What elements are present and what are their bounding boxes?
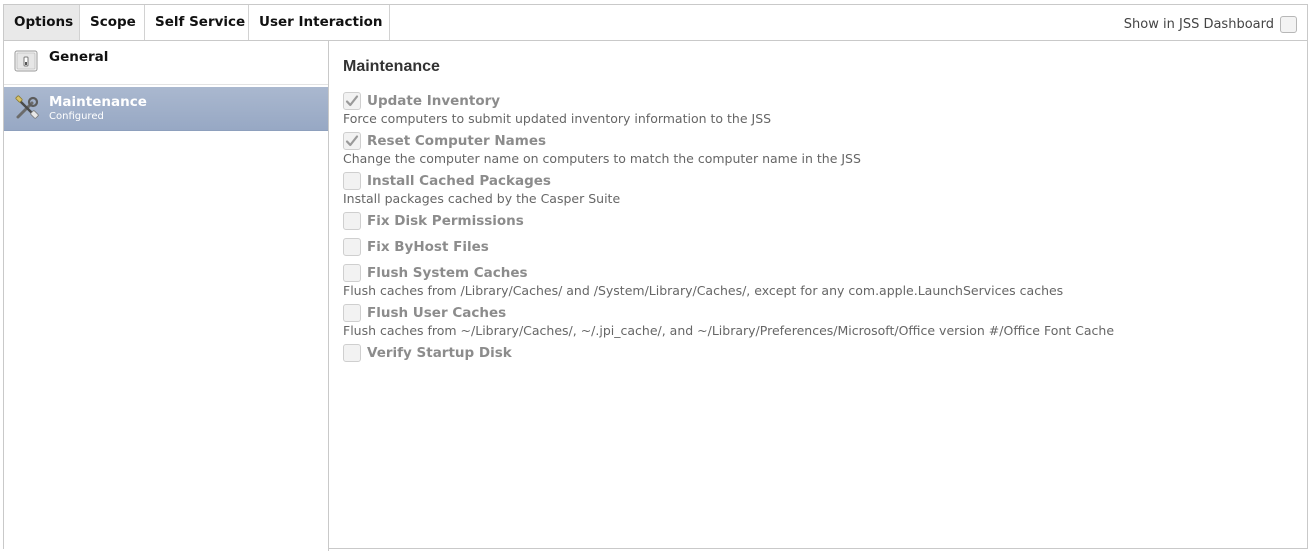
option-description: Flush caches from /Library/Caches/ and /System/Library/Caches/, except for any com.apple.LaunchServices caches — [343, 283, 1064, 298]
option-row — [343, 131, 1293, 150]
option-row — [343, 263, 1293, 282]
page-title: Maintenance — [343, 58, 440, 75]
sidebar-item-maintenance[interactable] — [4, 87, 328, 131]
maintenance-option — [343, 171, 1293, 207]
options-list — [343, 91, 1293, 362]
option-label: Fix ByHost Files — [367, 238, 489, 255]
tab-user-interaction[interactable]: User Interaction — [249, 5, 390, 40]
dashboard-checkbox[interactable] — [1280, 16, 1297, 33]
main-content — [343, 55, 1293, 369]
general-switch-icon — [14, 49, 38, 73]
tab-bar — [4, 5, 1307, 41]
maintenance-option — [343, 211, 1293, 230]
dashboard-toggle — [1124, 14, 1297, 34]
option-checkbox[interactable] — [343, 264, 361, 282]
tab-self-service[interactable]: Self Service — [145, 5, 249, 40]
option-row — [343, 237, 1293, 256]
option-checkbox[interactable] — [343, 172, 361, 190]
tab-options[interactable]: Options — [4, 5, 80, 40]
sidebar-item-label: Maintenance — [49, 94, 147, 110]
maintenance-option — [343, 263, 1293, 299]
option-description: Force computers to submit updated inventory information to the JSS — [343, 111, 772, 126]
option-label: Verify Startup Disk — [367, 344, 512, 361]
tab-scope[interactable]: Scope — [80, 5, 145, 40]
option-row — [343, 343, 1293, 362]
option-row — [343, 171, 1293, 190]
option-label: Flush System Caches — [367, 264, 528, 281]
option-description: Flush caches from ~/Library/Caches/, ~/.jpi_cache/, and ~/Library/Preferences/Microsoft/Office version #/Office Font Cache — [343, 323, 1115, 338]
option-row — [343, 303, 1293, 322]
maintenance-option — [343, 91, 1293, 127]
option-checkbox[interactable] — [343, 344, 361, 362]
sidebar-item-general[interactable] — [4, 41, 328, 85]
option-label: Flush User Caches — [367, 304, 507, 321]
option-description: Change the computer name on computers to match the computer name in the JSS — [343, 151, 861, 166]
option-label: Fix Disk Permissions — [367, 212, 524, 229]
tools-icon — [14, 95, 38, 119]
option-checkbox[interactable] — [343, 238, 361, 256]
option-description: Install packages cached by the Casper Suite — [343, 191, 621, 206]
sidebar-item-label: General — [49, 49, 109, 65]
option-checkbox[interactable] — [343, 92, 361, 110]
option-row — [343, 91, 1293, 110]
maintenance-option — [343, 303, 1293, 339]
option-checkbox[interactable] — [343, 212, 361, 230]
dashboard-toggle-label: Show in JSS Dashboard — [1123, 16, 1274, 32]
option-row — [343, 211, 1293, 230]
maintenance-option — [343, 237, 1293, 256]
option-checkbox[interactable] — [343, 132, 361, 150]
policy-editor — [3, 4, 1308, 549]
option-label: Install Cached Packages — [367, 172, 551, 189]
sidebar-item-status: Configured — [49, 111, 104, 122]
option-label: Update Inventory — [367, 92, 501, 109]
maintenance-option — [343, 343, 1293, 362]
option-checkbox[interactable] — [343, 304, 361, 322]
option-label: Reset Computer Names — [367, 132, 547, 149]
maintenance-option — [343, 131, 1293, 167]
sidebar — [4, 41, 329, 551]
